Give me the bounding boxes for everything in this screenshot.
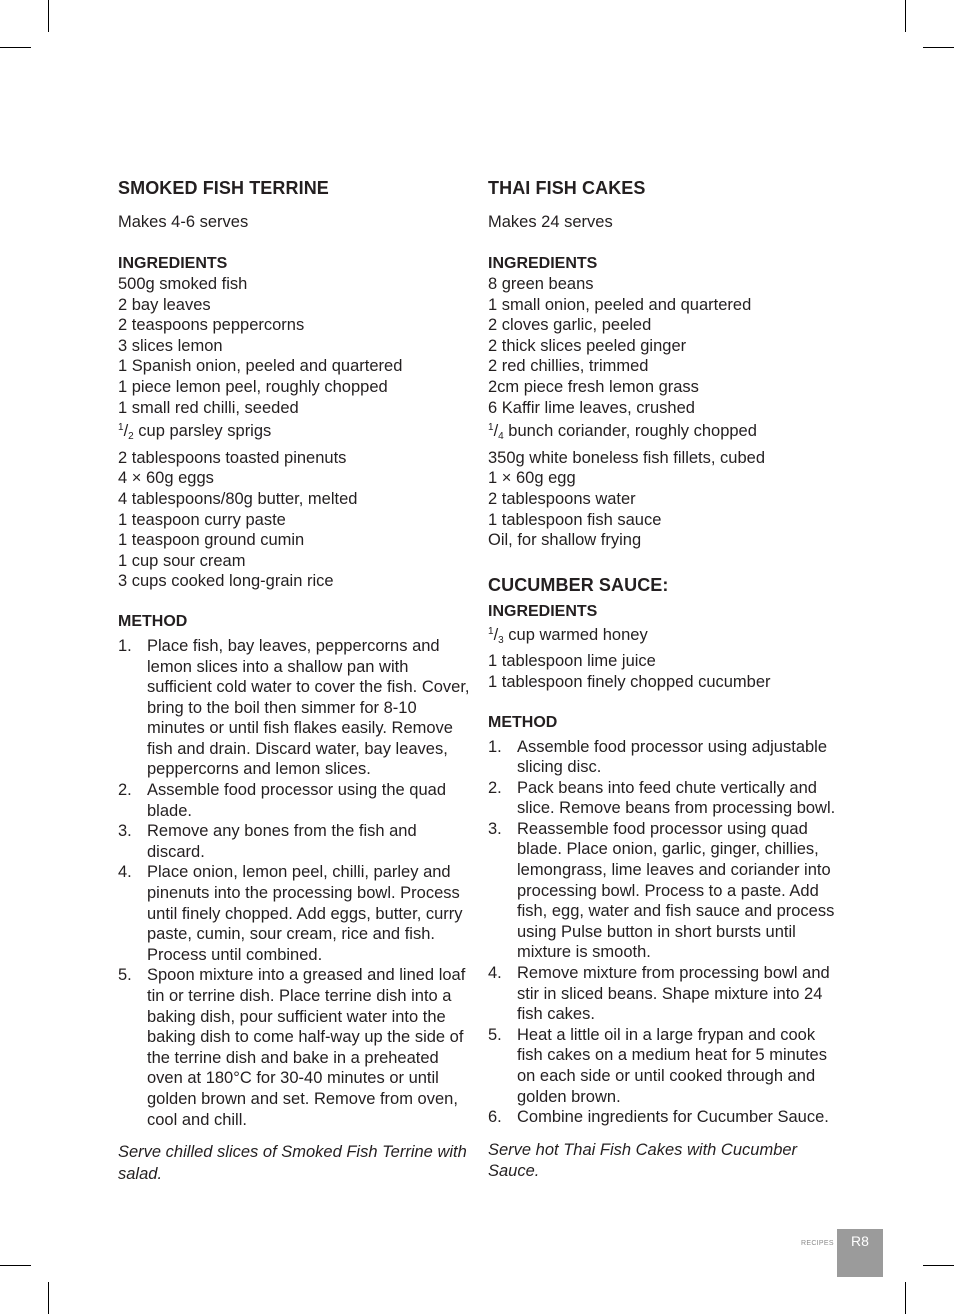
ingredient-item: 2cm piece fresh lemon grass [488,377,699,396]
step-number: 2. [488,778,502,797]
step-text: Remove mixture from processing bowl and stir in sliced beans. Shape mixture into 24 fish cakes. [517,964,830,1024]
ingredient-item: 2 tablespoons water [488,489,636,508]
method-step [118,862,470,965]
step-text: Assemble food processor using the quad blade. [147,781,447,820]
ingredients-list [488,274,838,551]
page-number-box [837,1229,883,1277]
serving-suggestion: Serve hot Thai Fish Cakes with Cucumber Sauce. [488,1140,798,1181]
step-text: Remove any bones from the fish and discard. [147,822,417,861]
ingredient-item: 2 red chillies, trimmed [488,357,649,376]
ingredient-item: 2 teaspoons peppercorns [118,316,305,335]
ingredient-item: 1 piece lemon peel, roughly chopped [118,377,388,396]
fraction-numerator: 1 [118,422,124,434]
ingredient-item: 4 tablespoons/80g butter, melted [118,489,358,508]
method-heading: METHOD [488,713,558,731]
ingredient-item: 1 × 60g egg [488,469,576,488]
step-number: 1. [488,737,502,756]
method-step [118,965,470,1130]
ingredients-list [118,274,470,592]
recipe-serves: Makes 24 serves [488,213,613,231]
crop-mark [48,1282,49,1314]
ingredient-item: 1 teaspoon ground cumin [118,531,305,550]
method-step [488,1107,838,1128]
method-step [118,821,470,862]
ingredient-item: 3 slices lemon [118,336,223,355]
ingredient-item: 1 small onion, peeled and quartered [488,295,752,314]
method-step [118,636,470,780]
method-list [488,737,838,1128]
method-step [488,963,838,1025]
ingredient-item: 500g smoked fish [118,275,248,293]
method-step [488,737,838,778]
crop-mark [0,1265,31,1266]
step-text: Pack beans into feed chute vertically and slice. Remove beans from processing bowl. [517,778,836,818]
sauce-title: CUCUMBER SAUCE: [488,574,669,595]
fraction-denominator: 2 [128,431,134,443]
step-text: Heat a little oil in a large frypan and cook fish cakes on a medium heat for 5 minutes on each side or until cooked through and golden brown. [517,1025,827,1106]
method-step [488,778,838,819]
step-number: 6. [488,1108,502,1127]
sauce-ingredients-heading: INGREDIENTS [488,602,598,620]
ingredient-item: 1 small red chilli, seeded [118,398,299,417]
step-text: Place fish, bay leaves, peppercorns and lemon slices into a shallow pan with sufficient cold water to cover the fish. Cover, bring to the boil then simmer for 8-10 minutes or until fish flakes easily. Remove fish and drain. Discard water, bay leaves, peppercorns and lemon slices. [147,636,470,779]
ingredient-item: 1 tablespoon fish sauce [488,510,662,529]
step-number: 5. [118,966,132,985]
ingredient-item: $^1/_4$ bunch coriander, roughly chopped [488,422,757,443]
step-text: Place onion, lemon peel, chilli, parley and pinenuts into the processing bowl. Process until finely chopped. Add eggs, butter, curry paste, cumin, sour cream, rice and fish. Process until combined. [147,863,463,964]
step-text: Reassemble food processor using quad blade. Place onion, garlic, ginger, chillies, lemongrass, lime leaves and coriander into processing bowl. Process to a paste. Add fish, egg, water and fish sauce and process using Pulse button in short bursts until mixture is smooth. [517,819,835,962]
ingredient-item: 2 bay leaves [118,295,211,314]
step-number: 3. [118,822,132,841]
step-number: 4. [118,863,132,882]
crop-mark [905,0,906,32]
step-text: Combine ingredients for Cucumber Sauce. [517,1108,829,1127]
ingredient-item: 1 tablespoon lime juice [488,652,656,671]
step-number: 1. [118,636,132,655]
step-number: 4. [488,964,502,983]
ingredient-item: 1 teaspoon curry paste [118,510,286,529]
ingredient-item: 8 green beans [488,275,594,293]
ingredient-item: 2 tablespoons toasted pinenuts [118,448,347,467]
method-step [488,1025,838,1107]
fraction-numerator: 1 [488,625,494,637]
ingredient-item: 3 cups cooked long-grain rice [118,572,334,591]
method-heading: METHOD [118,612,188,630]
fraction-denominator: 4 [498,431,504,443]
method-step [488,819,838,963]
ingredient-item: 2 thick slices peeled ginger [488,336,687,355]
ingredient-item: 350g white boneless fish fillets, cubed [488,448,766,467]
method-list [118,636,470,1130]
crop-mark [905,1282,906,1314]
ingredient-item: 1 cup sour cream [118,551,246,570]
step-number: 5. [488,1025,502,1044]
step-text: Spoon mixture into a greased and lined loaf tin or terrine dish. Place terrine dish into a baking dish, pour sufficient water into the baking dish to come half-way up the side of the terrine dish and bake in a preheated oven at 180°C for 30-40 minutes or until golden brown and set. Remove from oven, cool and chill. [147,966,466,1129]
recipe-title: THAI FISH CAKES [488,178,646,198]
fraction-numerator: 1 [488,422,494,434]
ingredient-text: bunch coriander, roughly chopped [503,422,757,441]
ingredients-heading: INGREDIENTS [488,255,598,272]
crop-mark [0,47,31,48]
crop-mark [923,1265,954,1266]
crop-mark [48,0,49,32]
step-number: 3. [488,819,502,838]
recipe-title: SMOKED FISH TERRINE [118,178,329,198]
crop-mark [923,47,954,48]
method-step [118,780,470,821]
ingredient-text: cup warmed honey [503,625,648,644]
page-number: R8 [851,1233,869,1249]
ingredient-item: 1 Spanish onion, peeled and quartered [118,357,403,376]
serving-suggestion: Serve chilled slices of Smoked Fish Terrine with salad. [118,1143,467,1183]
recipe-thai-fish-cakes [488,178,838,1183]
recipe-smoked-fish-terrine [118,178,470,1185]
sauce-ingredients-list [488,622,838,693]
ingredient-item: 1 tablespoon finely chopped cucumber [488,672,771,691]
ingredient-item: 2 cloves garlic, peeled [488,316,652,335]
ingredient-item: 6 Kaffir lime leaves, crushed [488,398,695,417]
ingredient-item: 4 × 60g eggs [118,469,214,488]
step-text: Assemble food processor using adjustable slicing disc. [517,737,828,777]
recipe-serves: Makes 4-6 serves [118,213,249,231]
fraction-denominator: 3 [498,634,504,646]
ingredient-item: $^1/_2$ cup parsley sprigs [118,422,272,443]
step-number: 2. [118,781,132,800]
footer-section-label: RECIPES [801,1240,834,1247]
ingredient-item: Oil, for shallow frying [488,531,642,550]
ingredients-heading: INGREDIENTS [118,255,228,272]
ingredient-item: $^1/_3$ cup warmed honey [488,625,648,646]
ingredient-text: cup parsley sprigs [133,422,272,441]
